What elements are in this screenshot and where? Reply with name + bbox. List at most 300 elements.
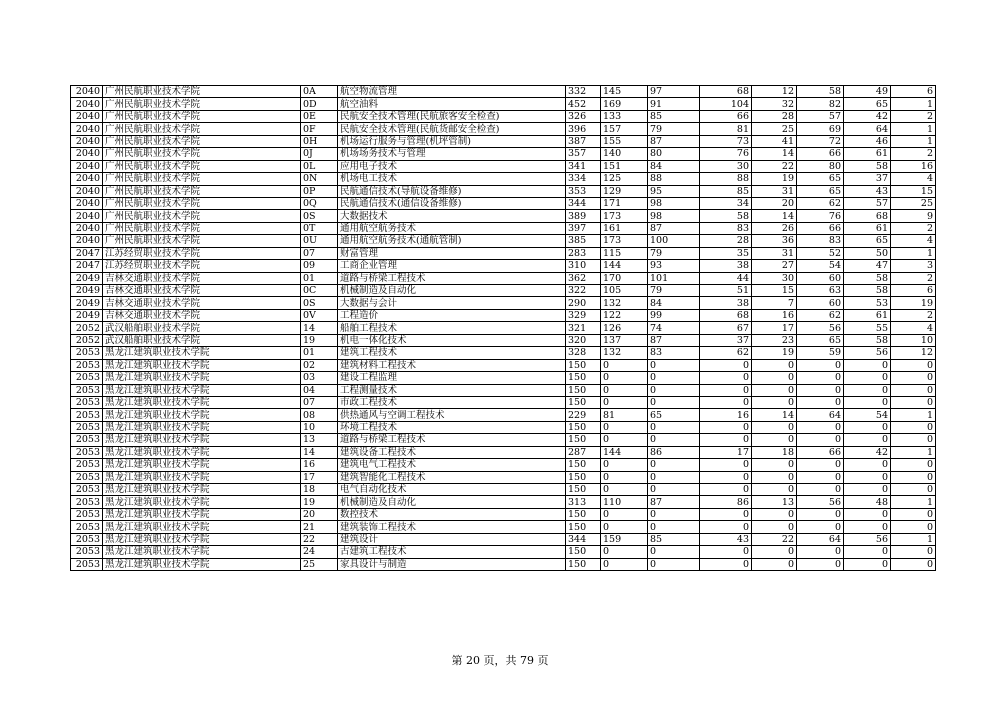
school-code-cell: 2053 [71, 496, 103, 508]
value-cell: 0 [648, 508, 700, 520]
school-name-cell: 广州民航职业技术学院 [103, 210, 301, 222]
major-code-cell: 0Q [301, 197, 338, 209]
school-code-cell: 2053 [71, 434, 103, 446]
school-name-cell: 广州民航职业技术学院 [103, 235, 301, 247]
table-body [71, 86, 936, 571]
value-cell: 98 [648, 210, 700, 222]
value-cell: 0 [648, 372, 700, 384]
table-row [71, 98, 936, 110]
value-cell: 65 [844, 235, 891, 247]
plan-cell: 322 [566, 285, 601, 297]
value-cell: 34 [700, 197, 752, 209]
school-code-cell: 2040 [71, 123, 103, 135]
major-name-cell: 市政工程技术 [338, 396, 566, 408]
value-cell: 1 [891, 409, 936, 421]
major-name-cell: 建筑工程技术 [338, 347, 566, 359]
value-cell: 110 [601, 496, 648, 508]
school-name-cell: 广州民航职业技术学院 [103, 148, 301, 160]
value-cell: 76 [700, 148, 752, 160]
value-cell: 81 [601, 409, 648, 421]
value-cell: 0 [891, 508, 936, 520]
value-cell: 0 [891, 459, 936, 471]
value-cell: 54 [797, 260, 844, 272]
table-row [71, 372, 936, 384]
major-name-cell: 建设工程监理 [338, 372, 566, 384]
value-cell: 129 [601, 185, 648, 197]
value-cell: 115 [601, 247, 648, 259]
school-code-cell: 2053 [71, 359, 103, 371]
plan-cell: 320 [566, 334, 601, 346]
major-name-cell: 道路与桥梁工程技术 [338, 272, 566, 284]
value-cell: 0 [601, 521, 648, 533]
value-cell: 66 [797, 446, 844, 458]
value-cell: 83 [700, 222, 752, 234]
school-code-cell: 2053 [71, 459, 103, 471]
major-code-cell: 08 [301, 409, 338, 421]
major-code-cell: 0V [301, 309, 338, 321]
value-cell: 50 [844, 247, 891, 259]
plan-cell: 229 [566, 409, 601, 421]
value-cell: 17 [752, 322, 797, 334]
value-cell: 56 [797, 496, 844, 508]
plan-cell: 150 [566, 508, 601, 520]
major-code-cell: 01 [301, 272, 338, 284]
value-cell: 65 [797, 173, 844, 185]
plan-cell: 150 [566, 546, 601, 558]
major-name-cell: 机场电工技术 [338, 173, 566, 185]
major-name-cell: 建筑设计 [338, 533, 566, 545]
major-name-cell: 古建筑工程技术 [338, 546, 566, 558]
value-cell: 0 [844, 508, 891, 520]
value-cell: 83 [797, 235, 844, 247]
value-cell: 65 [844, 98, 891, 110]
value-cell: 2 [891, 110, 936, 122]
value-cell: 86 [700, 496, 752, 508]
value-cell: 87 [648, 222, 700, 234]
school-code-cell: 2052 [71, 334, 103, 346]
value-cell: 6 [891, 285, 936, 297]
value-cell: 88 [648, 173, 700, 185]
plan-cell: 344 [566, 197, 601, 209]
value-cell: 0 [891, 521, 936, 533]
value-cell: 0 [700, 396, 752, 408]
value-cell: 82 [797, 98, 844, 110]
school-code-cell: 2053 [71, 546, 103, 558]
table-row [71, 459, 936, 471]
plan-cell: 150 [566, 396, 601, 408]
value-cell: 0 [648, 459, 700, 471]
table-row [71, 384, 936, 396]
value-cell: 44 [700, 272, 752, 284]
value-cell: 132 [601, 347, 648, 359]
major-code-cell: 0H [301, 135, 338, 147]
value-cell: 0 [601, 484, 648, 496]
major-name-cell: 数控技术 [338, 508, 566, 520]
value-cell: 0 [700, 459, 752, 471]
value-cell: 173 [601, 235, 648, 247]
table-row [71, 222, 936, 234]
school-name-cell: 黑龙江建筑职业技术学院 [103, 533, 301, 545]
school-code-cell: 2053 [71, 521, 103, 533]
plan-cell: 150 [566, 558, 601, 570]
value-cell: 25 [752, 123, 797, 135]
value-cell: 41 [752, 135, 797, 147]
value-cell: 2 [891, 272, 936, 284]
value-cell: 0 [700, 434, 752, 446]
school-name-cell: 武汉船舶职业技术学院 [103, 322, 301, 334]
table-row [71, 322, 936, 334]
table-row [71, 210, 936, 222]
major-code-cell: 0L [301, 160, 338, 172]
major-code-cell: 07 [301, 247, 338, 259]
value-cell: 56 [797, 322, 844, 334]
plan-cell: 150 [566, 521, 601, 533]
value-cell: 0 [752, 459, 797, 471]
school-name-cell: 黑龙江建筑职业技术学院 [103, 434, 301, 446]
school-name-cell: 吉林交通职业技术学院 [103, 309, 301, 321]
value-cell: 0 [797, 508, 844, 520]
value-cell: 26 [752, 222, 797, 234]
major-code-cell: 07 [301, 396, 338, 408]
value-cell: 68 [700, 86, 752, 98]
table-row [71, 260, 936, 272]
value-cell: 66 [797, 148, 844, 160]
value-cell: 35 [700, 247, 752, 259]
value-cell: 0 [648, 471, 700, 483]
value-cell: 0 [601, 558, 648, 570]
school-code-cell: 2040 [71, 98, 103, 110]
school-code-cell: 2040 [71, 135, 103, 147]
value-cell: 58 [844, 334, 891, 346]
school-code-cell: 2047 [71, 247, 103, 259]
value-cell: 12 [752, 86, 797, 98]
school-name-cell: 广州民航职业技术学院 [103, 98, 301, 110]
plan-cell: 326 [566, 110, 601, 122]
value-cell: 105 [601, 285, 648, 297]
school-code-cell: 2053 [71, 446, 103, 458]
value-cell: 133 [601, 110, 648, 122]
major-code-cell: 0E [301, 110, 338, 122]
value-cell: 68 [844, 210, 891, 222]
value-cell: 58 [700, 210, 752, 222]
value-cell: 14 [752, 210, 797, 222]
value-cell: 0 [797, 359, 844, 371]
value-cell: 62 [797, 309, 844, 321]
value-cell: 85 [648, 110, 700, 122]
value-cell: 0 [648, 484, 700, 496]
value-cell: 27 [752, 260, 797, 272]
table-row [71, 546, 936, 558]
value-cell: 125 [601, 173, 648, 185]
major-name-cell: 工程造价 [338, 309, 566, 321]
table-row [71, 558, 936, 570]
school-name-cell: 黑龙江建筑职业技术学院 [103, 359, 301, 371]
major-name-cell: 民航通信技术(通信设备维修) [338, 197, 566, 209]
table-row [71, 508, 936, 520]
plan-cell: 357 [566, 148, 601, 160]
school-name-cell: 广州民航职业技术学院 [103, 86, 301, 98]
table-row [71, 484, 936, 496]
value-cell: 31 [752, 247, 797, 259]
school-name-cell: 黑龙江建筑职业技术学院 [103, 459, 301, 471]
value-cell: 23 [752, 334, 797, 346]
value-cell: 0 [797, 558, 844, 570]
value-cell: 28 [700, 235, 752, 247]
school-code-cell: 2040 [71, 235, 103, 247]
value-cell: 145 [601, 86, 648, 98]
value-cell: 132 [601, 297, 648, 309]
plan-cell: 313 [566, 496, 601, 508]
value-cell: 144 [601, 260, 648, 272]
value-cell: 0 [797, 434, 844, 446]
value-cell: 91 [648, 98, 700, 110]
value-cell: 20 [752, 197, 797, 209]
value-cell: 0 [601, 471, 648, 483]
value-cell: 16 [700, 409, 752, 421]
value-cell: 14 [752, 409, 797, 421]
value-cell: 12 [891, 347, 936, 359]
value-cell: 9 [891, 210, 936, 222]
major-code-cell: 14 [301, 322, 338, 334]
value-cell: 81 [700, 123, 752, 135]
value-cell: 64 [797, 409, 844, 421]
value-cell: 87 [648, 135, 700, 147]
value-cell: 30 [752, 272, 797, 284]
major-code-cell: 21 [301, 521, 338, 533]
value-cell: 17 [700, 446, 752, 458]
major-code-cell: 01 [301, 347, 338, 359]
major-code-cell: 0A [301, 86, 338, 98]
value-cell: 56 [844, 347, 891, 359]
value-cell: 101 [648, 272, 700, 284]
value-cell: 169 [601, 98, 648, 110]
value-cell: 64 [844, 123, 891, 135]
plan-cell: 334 [566, 173, 601, 185]
value-cell: 32 [752, 98, 797, 110]
value-cell: 60 [797, 297, 844, 309]
value-cell: 0 [601, 396, 648, 408]
value-cell: 0 [844, 384, 891, 396]
major-code-cell: 0S [301, 210, 338, 222]
value-cell: 1 [891, 135, 936, 147]
value-cell: 38 [700, 260, 752, 272]
major-name-cell: 道路与桥梁工程技术 [338, 434, 566, 446]
value-cell: 65 [797, 185, 844, 197]
major-name-cell: 工商企业管理 [338, 260, 566, 272]
value-cell: 157 [601, 123, 648, 135]
value-cell: 159 [601, 533, 648, 545]
value-cell: 0 [844, 459, 891, 471]
school-name-cell: 黑龙江建筑职业技术学院 [103, 471, 301, 483]
value-cell: 98 [648, 197, 700, 209]
major-name-cell: 机电一体化技术 [338, 334, 566, 346]
school-code-cell: 2049 [71, 272, 103, 284]
plan-cell: 397 [566, 222, 601, 234]
value-cell: 49 [844, 86, 891, 98]
value-cell: 58 [844, 160, 891, 172]
school-name-cell: 黑龙江建筑职业技术学院 [103, 508, 301, 520]
plan-cell: 287 [566, 446, 601, 458]
value-cell: 42 [844, 446, 891, 458]
major-name-cell: 建筑智能化工程技术 [338, 471, 566, 483]
major-name-cell: 民航安全技术管理(民航货邮安全检查) [338, 123, 566, 135]
plan-cell: 387 [566, 135, 601, 147]
value-cell: 0 [891, 384, 936, 396]
value-cell: 55 [844, 322, 891, 334]
plan-cell: 329 [566, 309, 601, 321]
value-cell: 0 [700, 558, 752, 570]
value-cell: 1 [891, 98, 936, 110]
table-row [71, 533, 936, 545]
major-name-cell: 供热通风与空调工程技术 [338, 409, 566, 421]
value-cell: 15 [891, 185, 936, 197]
major-name-cell: 民航安全技术管理(民航旅客安全检查) [338, 110, 566, 122]
table-row [71, 235, 936, 247]
major-code-cell: 18 [301, 484, 338, 496]
plan-cell: 290 [566, 297, 601, 309]
school-code-cell: 2053 [71, 471, 103, 483]
value-cell: 0 [752, 396, 797, 408]
value-cell: 38 [700, 297, 752, 309]
plan-cell: 321 [566, 322, 601, 334]
value-cell: 0 [648, 359, 700, 371]
plan-cell: 332 [566, 86, 601, 98]
value-cell: 0 [797, 396, 844, 408]
school-code-cell: 2040 [71, 197, 103, 209]
value-cell: 0 [700, 384, 752, 396]
value-cell: 171 [601, 197, 648, 209]
value-cell: 16 [752, 309, 797, 321]
plan-cell: 150 [566, 484, 601, 496]
value-cell: 79 [648, 285, 700, 297]
value-cell: 137 [601, 334, 648, 346]
value-cell: 0 [797, 384, 844, 396]
value-cell: 84 [648, 160, 700, 172]
table-row [71, 421, 936, 433]
table-row [71, 334, 936, 346]
value-cell: 0 [752, 359, 797, 371]
value-cell: 59 [797, 347, 844, 359]
major-name-cell: 财富管理 [338, 247, 566, 259]
major-code-cell: 20 [301, 508, 338, 520]
value-cell: 2 [891, 309, 936, 321]
value-cell: 0 [844, 372, 891, 384]
value-cell: 65 [648, 409, 700, 421]
value-cell: 0 [601, 508, 648, 520]
table-row [71, 359, 936, 371]
value-cell: 0 [891, 546, 936, 558]
value-cell: 18 [752, 446, 797, 458]
value-cell: 0 [891, 558, 936, 570]
value-cell: 0 [648, 421, 700, 433]
value-cell: 0 [700, 421, 752, 433]
plan-cell: 150 [566, 434, 601, 446]
value-cell: 72 [797, 135, 844, 147]
value-cell: 0 [752, 471, 797, 483]
value-cell: 173 [601, 210, 648, 222]
school-name-cell: 黑龙江建筑职业技术学院 [103, 421, 301, 433]
value-cell: 0 [891, 484, 936, 496]
value-cell: 0 [844, 421, 891, 433]
value-cell: 0 [601, 421, 648, 433]
plan-cell: 396 [566, 123, 601, 135]
value-cell: 53 [844, 297, 891, 309]
plan-cell: 150 [566, 471, 601, 483]
major-name-cell: 机械制造及自动化 [338, 285, 566, 297]
table-row [71, 272, 936, 284]
school-name-cell: 广州民航职业技术学院 [103, 222, 301, 234]
value-cell: 0 [797, 421, 844, 433]
value-cell: 7 [752, 297, 797, 309]
school-code-cell: 2049 [71, 285, 103, 297]
value-cell: 4 [891, 235, 936, 247]
plan-cell: 389 [566, 210, 601, 222]
value-cell: 0 [752, 384, 797, 396]
value-cell: 63 [797, 285, 844, 297]
school-code-cell: 2053 [71, 384, 103, 396]
major-name-cell: 机场运行服务与管理(机坪管制) [338, 135, 566, 147]
value-cell: 85 [700, 185, 752, 197]
table-row [71, 123, 936, 135]
value-cell: 0 [891, 471, 936, 483]
value-cell: 6 [891, 86, 936, 98]
major-name-cell: 建筑电气工程技术 [338, 459, 566, 471]
value-cell: 84 [648, 297, 700, 309]
table-row [71, 148, 936, 160]
plan-cell: 150 [566, 459, 601, 471]
major-code-cell: 0T [301, 222, 338, 234]
value-cell: 43 [844, 185, 891, 197]
table-row [71, 521, 936, 533]
value-cell: 87 [648, 496, 700, 508]
school-code-cell: 2040 [71, 173, 103, 185]
table-row [71, 185, 936, 197]
major-code-cell: 0P [301, 185, 338, 197]
value-cell: 0 [700, 372, 752, 384]
major-name-cell: 通用航空航务技术(通航管制) [338, 235, 566, 247]
major-code-cell: 02 [301, 359, 338, 371]
value-cell: 0 [891, 421, 936, 433]
school-code-cell: 2047 [71, 260, 103, 272]
value-cell: 28 [752, 110, 797, 122]
value-cell: 126 [601, 322, 648, 334]
value-cell: 151 [601, 160, 648, 172]
value-cell: 1 [891, 496, 936, 508]
value-cell: 144 [601, 446, 648, 458]
school-name-cell: 江苏经贸职业技术学院 [103, 247, 301, 259]
plan-cell: 353 [566, 185, 601, 197]
school-name-cell: 武汉船舶职业技术学院 [103, 334, 301, 346]
value-cell: 0 [797, 484, 844, 496]
value-cell: 1 [891, 533, 936, 545]
value-cell: 47 [844, 260, 891, 272]
value-cell: 0 [844, 359, 891, 371]
value-cell: 61 [844, 222, 891, 234]
score-table [70, 85, 936, 571]
value-cell: 0 [648, 558, 700, 570]
value-cell: 0 [601, 359, 648, 371]
value-cell: 52 [797, 247, 844, 259]
table-row [71, 409, 936, 421]
value-cell: 14 [752, 148, 797, 160]
value-cell: 0 [844, 471, 891, 483]
plan-cell: 150 [566, 372, 601, 384]
value-cell: 0 [601, 459, 648, 471]
table-row [71, 434, 936, 446]
school-code-cell: 2040 [71, 86, 103, 98]
major-code-cell: 25 [301, 558, 338, 570]
value-cell: 68 [700, 309, 752, 321]
